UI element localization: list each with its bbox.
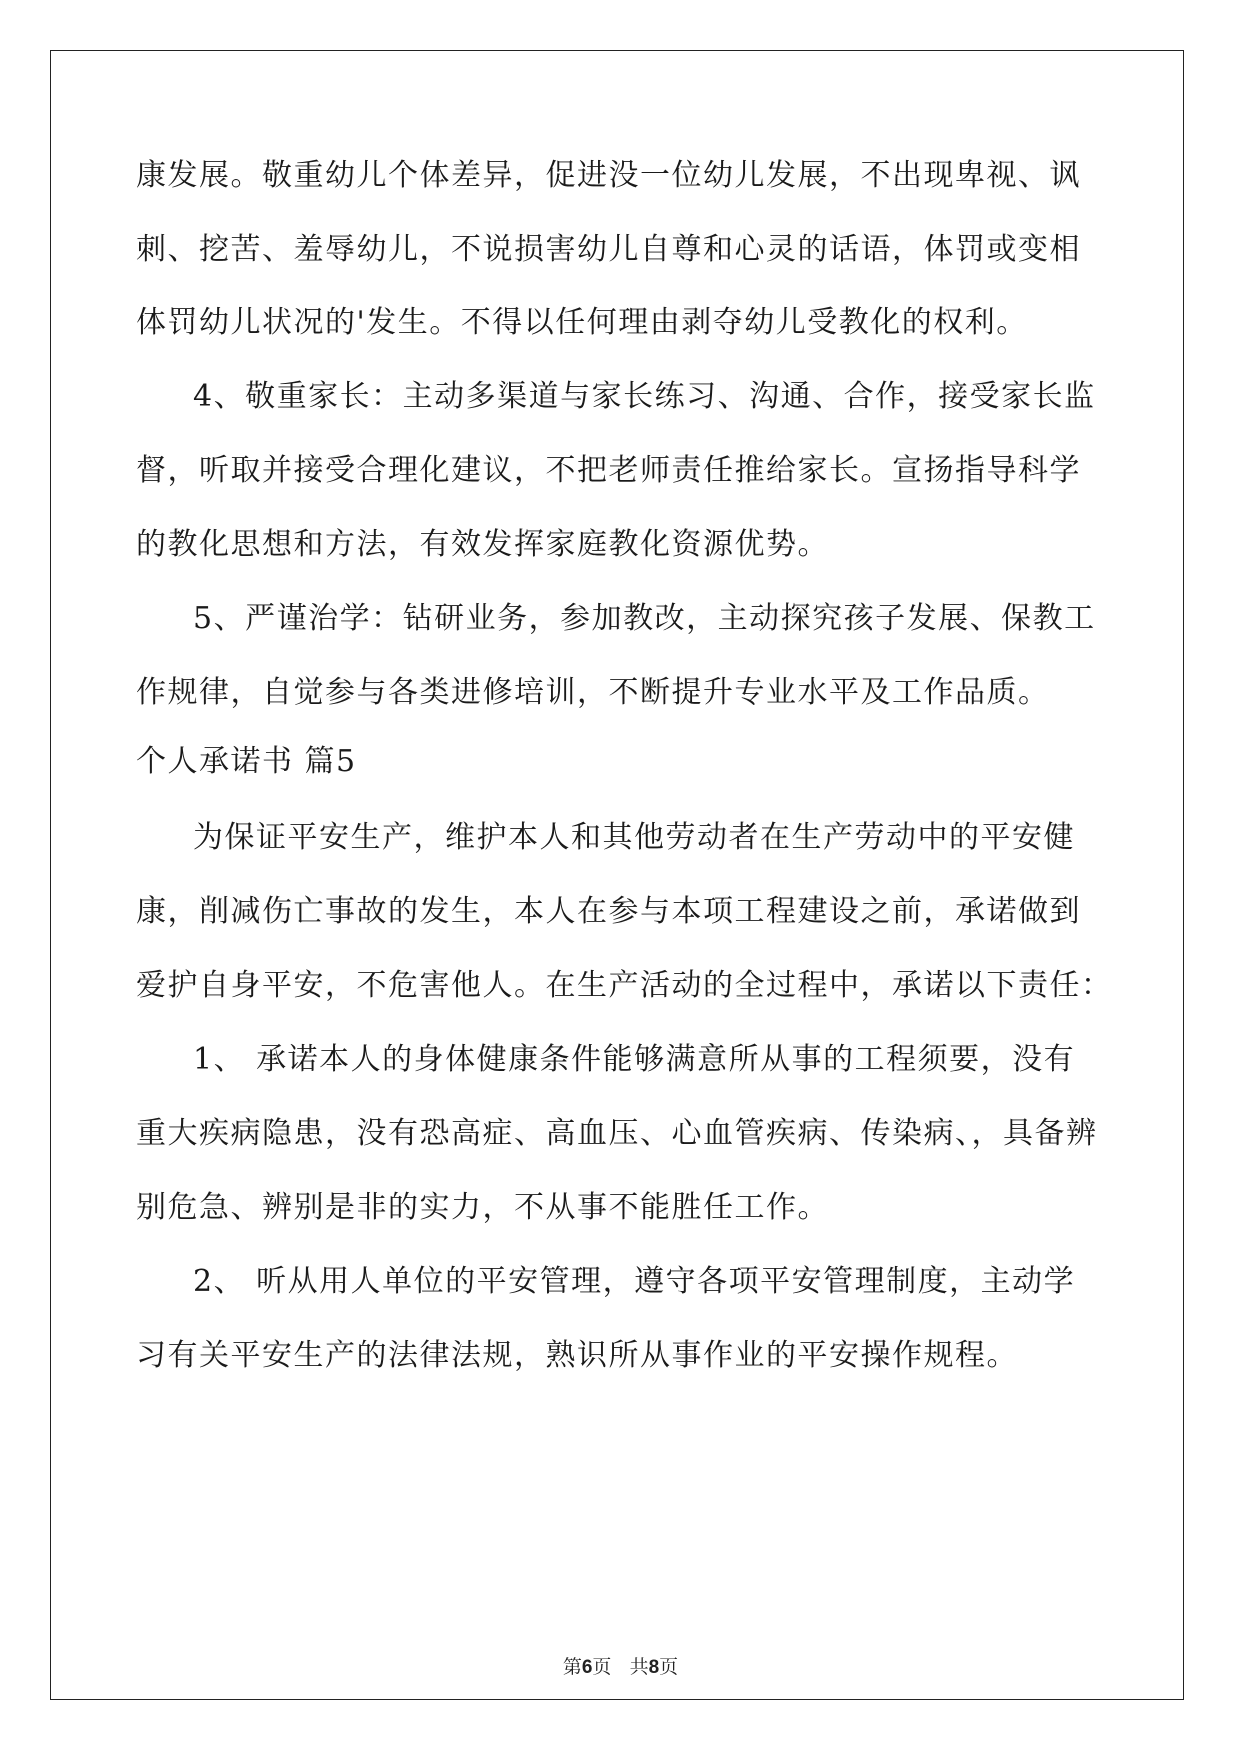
body-line-4: 4、敬重家长：主动多渠道与家长练习、沟通、合作，接受家长监 (193, 379, 1096, 414)
body-line-13: 重大疾病隐患，没有恐高症、高血压、心血管疾病、传染病、，具备辨 (136, 1116, 1098, 1151)
body-line-2: 刺、挖苦、羞辱幼儿，不说损害幼儿自尊和心灵的话语，体罚或变相 (136, 232, 1081, 267)
body-line-8: 作规律，自觉参与各类进修培训，不断提升专业水平及工作品质。 (136, 675, 1050, 710)
body-line-11: 爱护自身平安，不危害他人。在生产活动的全过程中，承诺以下责任： (136, 968, 1113, 1003)
body-line-1: 康发展。敬重幼儿个体差异，促进没一位幼儿发展，不出现卑视、讽 (136, 158, 1081, 193)
footer-page-number: 6 (581, 1657, 593, 1678)
body-line-3: 体罚幼儿状况的'发生。不得以任何理由剥夺幼儿受教化的权利。 (136, 305, 1028, 340)
footer-page-suffix: 页 (592, 1656, 612, 1678)
body-line-12: 1、 承诺本人的身体健康条件能够满意所从事的工程须要，没有 (193, 1042, 1076, 1077)
body-line-14: 别危急、辨别是非的实力，不从事不能胜任工作。 (136, 1190, 829, 1225)
footer-total-prefix: 共 (629, 1656, 649, 1678)
body-line-6: 的教化思想和方法，有效发挥家庭教化资源优势。 (136, 527, 829, 562)
footer-total-pages: 8 (648, 1657, 660, 1678)
body-line-7: 5、严谨治学：钻研业务，参加教改，主动探究孩子发展、保教工 (193, 601, 1096, 636)
footer-prefix: 第 (562, 1656, 582, 1678)
section-heading: 个人承诺书 篇5 (136, 744, 357, 779)
body-line-16: 习有关平安生产的法律法规，熟识所从事作业的平安操作规程。 (136, 1338, 1018, 1373)
page-footer (0, 1652, 1241, 1679)
footer-total-suffix: 页 (659, 1656, 679, 1678)
body-line-15: 2、 听从用人单位的平安管理，遵守各项平安管理制度，主动学 (193, 1264, 1076, 1299)
body-line-9: 为保证平安生产，维护本人和其他劳动者在生产劳动中的平安健 (193, 820, 1075, 855)
body-line-5: 督，听取并接受合理化建议，不把老师责任推给家长。宣扬指导科学 (136, 453, 1081, 488)
body-line-10: 康，削减伤亡事故的发生，本人在参与本项工程建设之前，承诺做到 (136, 894, 1081, 929)
